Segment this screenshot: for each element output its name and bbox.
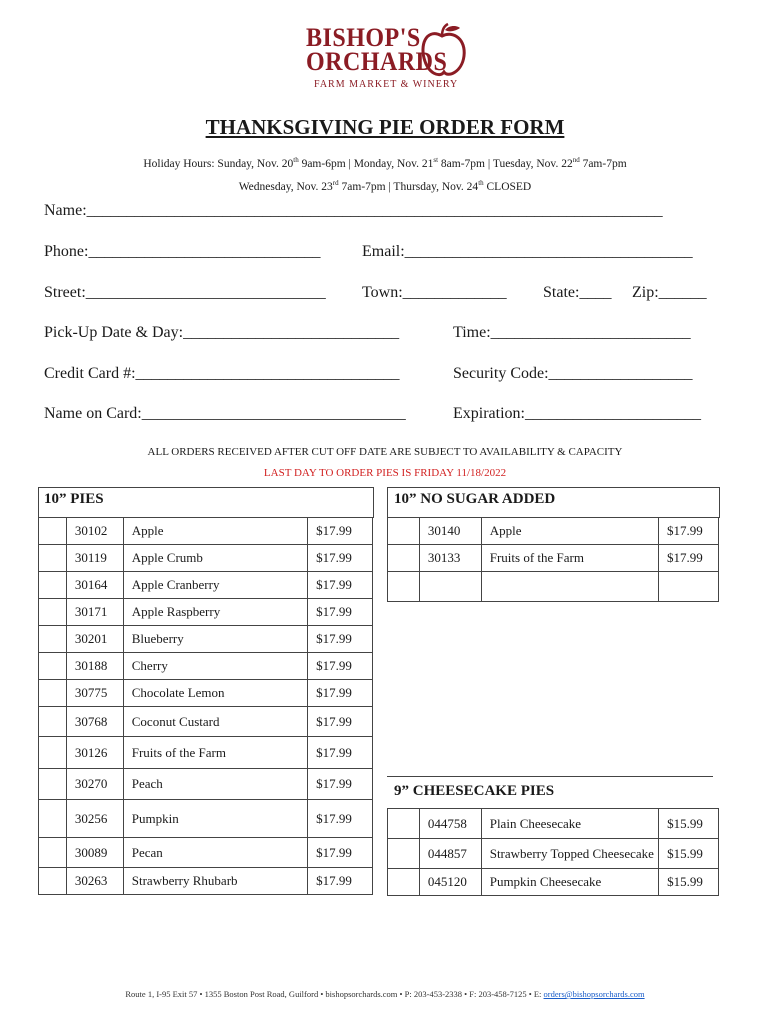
quantity-cell[interactable] <box>39 707 67 737</box>
state-field[interactable]: State:____ <box>543 284 612 301</box>
table-row <box>39 653 373 680</box>
quantity-cell[interactable] <box>39 800 67 838</box>
item-name: Apple Cranberry <box>123 572 307 599</box>
item-code: 30102 <box>66 518 123 545</box>
table-row <box>39 680 373 707</box>
item-code: 30263 <box>66 868 123 895</box>
quantity-cell[interactable] <box>39 626 67 653</box>
table-row <box>388 809 719 839</box>
quantity-cell[interactable] <box>39 518 67 545</box>
item-code: 30140 <box>419 518 481 545</box>
security-code-field[interactable]: Security Code:__________________ <box>453 365 693 382</box>
item-price: $15.99 <box>659 839 719 869</box>
item-price: $17.99 <box>308 626 373 653</box>
table-row <box>39 518 373 545</box>
table-row <box>388 518 719 545</box>
table-row <box>39 868 373 895</box>
item-price <box>659 572 719 602</box>
table-row <box>39 599 373 626</box>
item-price: $15.99 <box>659 809 719 839</box>
item-name: Apple <box>123 518 307 545</box>
item-name: Blueberry <box>123 626 307 653</box>
item-code: 30164 <box>66 572 123 599</box>
item-name: Pumpkin <box>123 800 307 838</box>
deadline-notice: LAST DAY TO ORDER PIES IS FRIDAY 11/18/2022 <box>263 467 507 479</box>
pies10-table <box>38 517 373 895</box>
item-name: Apple Raspberry <box>123 599 307 626</box>
item-price: $17.99 <box>308 572 373 599</box>
item-name: Coconut Custard <box>123 707 307 737</box>
pies10-header: 10” PIES <box>44 491 104 507</box>
phone-field[interactable]: Phone:_____________________________ <box>44 243 321 260</box>
item-name: Apple Crumb <box>123 545 307 572</box>
quantity-cell[interactable] <box>39 838 67 868</box>
expiration-field[interactable]: Expiration:______________________ <box>453 405 701 422</box>
logo-line2: ORCHARDS <box>306 47 448 77</box>
item-code: 045120 <box>419 869 481 896</box>
cheesecake-header: 9” CHEESECAKE PIES <box>394 783 555 799</box>
item-name: Fruits of the Farm <box>123 737 307 769</box>
item-name: Cherry <box>123 653 307 680</box>
item-code: 30089 <box>66 838 123 868</box>
item-name: Apple <box>481 518 658 545</box>
item-name: Fruits of the Farm <box>481 545 658 572</box>
quantity-cell[interactable] <box>39 572 67 599</box>
item-price: $17.99 <box>308 800 373 838</box>
item-name: Pecan <box>123 838 307 868</box>
quantity-cell[interactable] <box>388 518 420 545</box>
nosugar-header: 10” NO SUGAR ADDED <box>394 491 556 507</box>
item-name <box>481 572 658 602</box>
logo-tagline: FARM MARKET & WINERY <box>314 79 459 90</box>
item-code: 30270 <box>66 769 123 800</box>
credit-card-field[interactable]: Credit Card #:_________________________________ <box>44 365 400 382</box>
item-price: $17.99 <box>308 680 373 707</box>
table-row <box>39 838 373 868</box>
brand-logo <box>300 22 470 92</box>
table-row <box>39 626 373 653</box>
item-name: Peach <box>123 769 307 800</box>
item-name: Strawberry Topped Cheesecake <box>481 839 658 869</box>
item-code: 30256 <box>66 800 123 838</box>
table-row <box>39 769 373 800</box>
table-row <box>388 545 719 572</box>
item-price: $17.99 <box>308 518 373 545</box>
item-price: $17.99 <box>308 545 373 572</box>
quantity-cell[interactable] <box>388 572 420 602</box>
holiday-hours-line1: Holiday Hours: Sunday, Nov. 20th 9am-6pm | Monday, Nov. 21st 8am-7pm | Tuesday, Nov. 22nd 7am-7pm <box>143 156 627 170</box>
item-code: 30133 <box>419 545 481 572</box>
nosugar-table <box>387 517 719 602</box>
item-price: $17.99 <box>308 707 373 737</box>
name-field[interactable]: Name:________________________________________________________________________ <box>44 202 663 219</box>
footer-contact: Route 1, I-95 Exit 57 • 1355 Boston Post Road, Guilford • bishopsorchards.com • P: 203-453-2338 • F: 203-458-7125 • E: orders@bishopsorchards.com <box>125 989 645 999</box>
item-code: 044758 <box>419 809 481 839</box>
street-field[interactable]: Street:______________________________ <box>44 284 326 301</box>
item-price: $17.99 <box>308 769 373 800</box>
table-row <box>39 800 373 838</box>
item-code: 30119 <box>66 545 123 572</box>
item-code: 30768 <box>66 707 123 737</box>
item-price: $15.99 <box>659 869 719 896</box>
item-price: $17.99 <box>308 737 373 769</box>
availability-notice: ALL ORDERS RECEIVED AFTER CUT OFF DATE ARE SUBJECT TO AVAILABILITY & CAPACITY <box>147 446 623 458</box>
item-code: 30201 <box>66 626 123 653</box>
table-row <box>39 737 373 769</box>
item-price: $17.99 <box>659 545 719 572</box>
item-name: Chocolate Lemon <box>123 680 307 707</box>
apple-icon <box>418 22 468 82</box>
name-on-card-field[interactable]: Name on Card:_________________________________ <box>44 405 406 422</box>
item-code: 30126 <box>66 737 123 769</box>
item-name: Pumpkin Cheesecake <box>481 869 658 896</box>
quantity-cell[interactable] <box>39 769 67 800</box>
item-code <box>419 572 481 602</box>
quantity-cell[interactable] <box>39 680 67 707</box>
quantity-cell[interactable] <box>39 653 67 680</box>
town-field[interactable]: Town:_____________ <box>362 284 507 301</box>
pickup-time-field[interactable]: Time:_________________________ <box>453 324 691 341</box>
table-row <box>39 707 373 737</box>
item-code: 044857 <box>419 839 481 869</box>
item-price: $17.99 <box>308 599 373 626</box>
item-name: Strawberry Rhubarb <box>123 868 307 895</box>
item-code: 30775 <box>66 680 123 707</box>
table-row <box>388 869 719 896</box>
quantity-cell[interactable] <box>39 737 67 769</box>
quantity-cell[interactable] <box>39 599 67 626</box>
table-row <box>388 839 719 869</box>
item-code: 30188 <box>66 653 123 680</box>
quantity-cell[interactable] <box>388 545 420 572</box>
table-row <box>388 572 719 602</box>
item-name: Plain Cheesecake <box>481 809 658 839</box>
item-price: $17.99 <box>308 868 373 895</box>
cheesecake-table <box>387 808 719 896</box>
quantity-cell[interactable] <box>388 839 420 869</box>
form-title: THANKSGIVING PIE ORDER FORM <box>205 115 565 139</box>
logo-line1: BISHOP'S <box>306 23 421 53</box>
item-price: $17.99 <box>659 518 719 545</box>
zip-field[interactable]: Zip:______ <box>632 284 707 301</box>
quantity-cell[interactable] <box>388 869 420 896</box>
email-link[interactable]: orders@bishopsorchards.com <box>543 989 645 999</box>
pickup-date-field[interactable]: Pick-Up Date & Day:___________________________ <box>44 324 400 341</box>
item-code: 30171 <box>66 599 123 626</box>
item-price: $17.99 <box>308 653 373 680</box>
item-price: $17.99 <box>308 838 373 868</box>
quantity-cell[interactable] <box>388 809 420 839</box>
table-row <box>39 545 373 572</box>
holiday-hours-line2: Wednesday, Nov. 23rd 7am-7pm | Thursday, Nov. 24th CLOSED <box>238 179 532 193</box>
table-row <box>39 572 373 599</box>
email-field[interactable]: Email:____________________________________ <box>362 243 693 260</box>
quantity-cell[interactable] <box>39 545 67 572</box>
quantity-cell[interactable] <box>39 868 67 895</box>
